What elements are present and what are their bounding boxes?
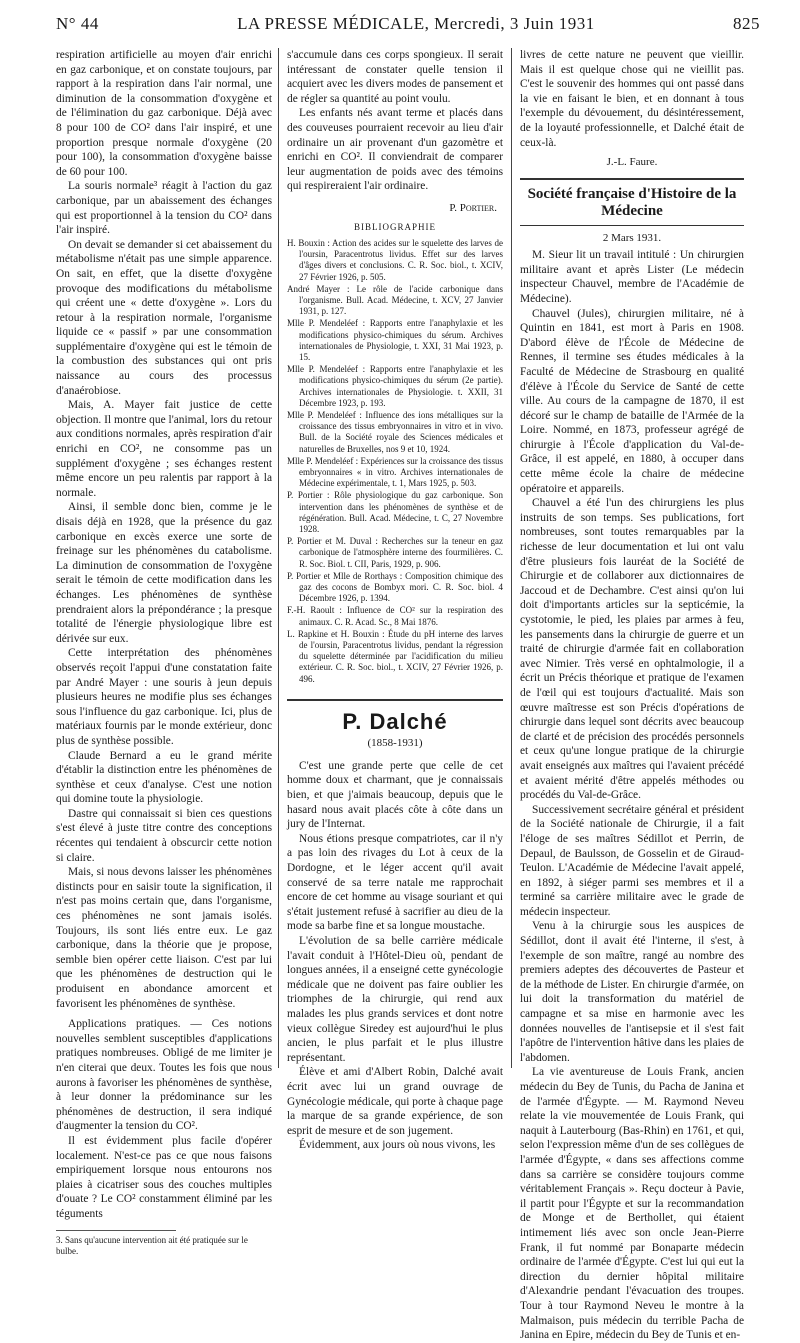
paragraph: Mais, A. Mayer fait justice de cette objection. Il montre que l'animal, lors du retour aux conditions normales, après respiration d'air enrichi en CO², ne consomme pas un supplément d'oxygène ; ses échanges restent même encore un peu ralentis par rapport à la normale. xyxy=(56,399,272,499)
bibliography-entry: Mlle P. Mendeléef : Influence des ions métalliques sur la croissance des tissus embryonnaires in vitro et in vivo. Bull. de la Société royale des Sciences médicales et naturelles de Bruxelles, nos 9 et 10, 1924. xyxy=(287,409,503,454)
author-signature: P. Portier. xyxy=(449,201,497,214)
paragraph: C'est une grande perte que celle de cet homme doux et charmant, que je connaissais bien, et que j'aimais beaucoup, depuis que le hasard nous avait placés côte à côte dans un jury de l'Internat. xyxy=(287,759,503,831)
society-heading: Société française d'Histoire de la Médecine xyxy=(520,178,744,226)
column-1 xyxy=(56,48,278,1256)
paragraph: Chauvel a été l'un des chirurgiens les plus instruits de son temps. Ses publications, fort nombreuses, sont toutes remarquables par la richesse de leur documentation et lui ont valu d'être plusieurs fois lauréat de la Société de Chirurgie et de collaborer aux dictionnaires de Jaccoud et de Dechambre. C'est ainsi qu'on lui doit d'importants articles sur la septicémie, la cystotomie, le pied, les plaies par armes à feu, les pansements dans la chirurgie de guerre et un traité de chirurgie d'armée fait en collaboration avec Nimier. Très versé en ophtalmologie, il a écrit un Précis théorique et pratique de l'examen de l'œil qui est toujours d'actualité. Mais son œuvre maîtresse est son Précis d'opérations de chirurgie dans lequel sont décrits avec beaucoup de clarté et de précision des procédés personnels et ceux qu'une longue pratique de la chirurgie avait enseignés aux maîtres qui l'avaient précédé et avaient mérité d'être appelés méthodes ou procédés du Val-de-Grâce. xyxy=(520,497,744,802)
bibliography-entry: P. Portier et Mlle de Rorthays : Composition chimique des gaz des cocons de Bombyx mori. C. R. Soc. biol. 4 Décembre 1926, p. 1394. xyxy=(287,570,503,604)
page-number: 825 xyxy=(732,14,760,33)
paragraph: Dastre qui connaissait si bien ces questions s'est élevé à juste titre contre des conceptions récentes qui tendaient à obscurcir cette notion si claire. xyxy=(56,807,272,864)
applications-paragraph: Applications pratiques. — Ces notions nouvelles semblent susceptibles d'applications pratiques nombreuses. Obligé de me limiter je n'en citerai que deux. Toutes les fois que nous aurons à favoriser les phénomènes de synthèse, à leur donner la prédominance sur les phénomènes de destruction, il sera indiqué d'augmenter la tension du CO². xyxy=(56,1018,272,1133)
bibliography-entry: H. Bouxin : Action des acides sur le squelette des larves de l'oursin, Paracentrotus lividus. Effet sur des larves d'âges divers et conclusions. C. R. Soc. biol., t. XCIV, 27 Février 1926, p. 505. xyxy=(287,237,503,282)
paragraph: Successivement secrétaire général et président de la Société nationale de Chirurgie, il a fait l'éloge de ses maîtres Sédillot et Perrin, de Depaul, de Baulsson, de Gosselin et de Giraud-Teulon. L'Académie de Médecine l'avait appelé, en 1892, à siéger parmi ses membres et il a terminé sa carrière militaire avec le grade de médecin inspecteur. xyxy=(520,803,744,918)
bibliography-entry: P. Portier et M. Duval : Recherches sur la teneur en gaz carbonique de l'atmosphère interne des fourmilières. C. R. Soc. Biol. t. CII, Paris, 1929, p. 906. xyxy=(287,536,503,569)
paragraph: Il est évidemment plus facile d'opérer localement. N'est-ce pas ce que nous faisons empiriquement lorsque nous entourons nos plaies à cicatriser sous des couches multiples d'ouate ? Le CO² constamment éliminé par les téguments xyxy=(56,1134,272,1220)
bibliography-list xyxy=(287,238,503,685)
paragraph: Évidemment, aux jours où nous vivons, les xyxy=(299,1139,496,1152)
paragraph: Venu à la chirurgie sous les auspices de Sédillot, dont il avait été l'interne, il s'est, à l'exemple de son maître, rangé au nombre des premiers adeptes des découvertes de Pasteur et de la méthode de Lister. En chirurgie d'armée, on lui doit la transformation du matériel de campagne et sa mise en harmonie avec les données nouvelles de l'antisepsie et il s'est fait l'apôtre de l'intervention hâtive dans les plaies de l'abdomen. xyxy=(520,920,744,1064)
paragraph: Élève et ami d'Albert Robin, Dalché avait écrit avec lui un grand ouvrage de Gynécologie médicale, qui porte à chaque page la marque de sa grande expérience, de son esprit de mesure et de son jugement. xyxy=(287,1066,504,1137)
bibliography-entry: L. Rapkine et H. Bouxin : Étude du pH interne des larves de l'oursin, Paracentrotus lividus, pendant la régression du squelette déterminée par l'acidification du milieu extérieur. C. R. Soc. biol., t. XCIV, 27 Février 1926, p. 496. xyxy=(287,628,503,684)
journal-title: LA PRESSE MÉDICALE, Mercredi, 3 Juin 1931 xyxy=(237,14,595,33)
paragraph: Les enfants nés avant terme et placés dans des couveuses pourraient recevoir au lieu d'air ordinaire un air provenant d'un gazomètre et enrichi en CO². Il conviendrait de comparer leur augmentation de poids avec des témoins qui respireraient l'air ordinaire. xyxy=(287,107,503,193)
paragraph: s'accumule dans ces corps spongieux. Il serait intéressant de constater quelle tension il acquiert avec les divers modes de pansement et de régler sa quantité au point voulu. xyxy=(287,49,503,105)
paragraph: Ainsi, il semble donc bien, comme je le disais déjà en 1928, que la présence du gaz carbonique en excès exerce une sorte de freinage sur les phénomènes du catabolisme. La diminution de consommation de l'oxygène serait le témoin de cette modification dans les échanges. Les phénomènes de synthèse prendraient alors la prépondérance ; la presque totalité de l'énergie physiologique libre est dérivée sur eux. xyxy=(56,501,272,645)
obituary-name: P. Dalché xyxy=(342,708,448,734)
paragraph: La souris normale³ réagit à l'action du gaz carbonique, par un abaissement des échanges qui est proportionnel à la tension du CO² dans l'air inspiré. xyxy=(56,180,272,237)
author-signature: J.-L. Faure. xyxy=(606,156,658,169)
page-header xyxy=(56,14,760,40)
paragraph: respiration artificielle au moyen d'air enrichi en gaz carbonique, et on constate toujours, par rapport à la respiration dans l'air normal, une diminution de la consommation d'oxygène et de l'élimination du gaz carbonique. Déjà avec 8 pour 100 de CO² dans l'air inspiré, et une proportion presque normale d'oxygène (20 pour 100), la consommation d'oxygène baisse de 60 pour 100. xyxy=(56,49,272,178)
footnote xyxy=(56,1230,248,1257)
paragraph: La vie aventureuse de Louis Frank, ancien médecin du Bey de Tunis, du Pacha de Janina et de l'armée d'Égypte. — M. Raymond Neveu relate la vie mouvementée de Louis Frank, qui naquit à Lauterbourg (Bas-Rhin) en 1761, et qui, selon l'expression même d'un de ses collègues de l'armée d'Égypte, « dans ses affections comme dans sa carrière se considère toujours comme véritablement Français ». Reçu docteur à Pavie, il partit pour l'Égypte et sur la recommandation de Monge et de Berthollet, qui étaient intimement liés avec son oncle Jean-Pierre Frank, il fut nommé par Bonaparte médecin ordinaire de l'armée d'Égypte. C'est lui qui eut la direction du dernier hôpital militaire d'Alexandrie pendant l'évacuation des troupes. Tour à tour Raymond Neveu le montre à la Malmaison, puis médecin du terrible Pacha de Janina en Epire, médecin du Bey de Tunis et en- xyxy=(520,1066,744,1342)
bibliography-entry: André Mayer : Le rôle de l'acide carbonique dans l'organisme. Bull. Acad. Médecine, t. XCV, 27 Janvier 1931, p. 127. xyxy=(287,283,503,317)
paragraph: Chauvel (Jules), chirurgien militaire, né à Quintin en 1841, est mort à Paris en 1908. D'abord élève de l'École de Médecine de Rennes, il termine ses études médicales à la Faculté de Médecine de Strasbourg en qualité d'élève à l'École du Service de Santé de cette ville. Au cours de la campagne de 1870, il est décoré sur le champ de bataille de l'Armée de la Loire. Nommé, en 1873, professeur agrégé de chirurgie à l'École d'application du Val-de-Grâce, il est appelé, en 1880, à occuper dans cette même école la chaire de médecine opératoire et appareils. xyxy=(520,307,744,495)
bibliography-entry: Mlle P. Mendeléef : Expériences sur la croissance des tissus embryonnaires « in vitro. Archives internationales de Médecine expérimentale, t. 1, Mars 1925, p. 503. xyxy=(287,455,503,489)
issue-number: N° 44 xyxy=(56,14,99,33)
paragraph: Mais, si nous devons laisser les phénomènes distincts pour en saisir toute la signification, il n'est pas moins certain que, dans l'organisme, ces phénomènes ne sont jamais isolés. Toujours, ils sont liés entre eux. Le gaz carbonique, dans la théorie que je propose, semble bien opérer cette liaison. C'est par lui que les phénomènes de destruction qui le produisent en abondance amorcent et favorisent les phénomènes de synthèse. xyxy=(56,866,272,1010)
paragraph: livres de cette nature ne peuvent que vieillir. Mais il est quelque chose qui ne vieillit pas. C'est le souvenir des hommes qui ont passé dans la vie en faisant le bien, et en donnant à tous l'exemple du dévouement, du désintéressement, de la loyauté professionnelle, et Dalché était de ceux-là. xyxy=(520,49,744,149)
paragraph: On devait se demander si cet abaissement du métabolisme n'était pas une simple apparence. On sait, en effet, que la disette d'oxygène provoque des modifications du métabolisme qui créent une « dette d'oxygène ». Lors du retour à la respiration normale, l'organisme liquide ce « passif » par une consommation supplémentaire d'oxygène qui est le témoin de la combustion des substances qui ont pris naissance au cours des processus d'anaérobiose. xyxy=(56,238,273,397)
bibliography-heading: BIBLIOGRAPHIE xyxy=(354,221,436,232)
paragraph: Claude Bernard a eu le grand mérite d'établir la distinction entre les phénomènes de synthèse et ceux d'analyse. C'est une notion qui domine toute la physiologie. xyxy=(56,749,272,806)
columns xyxy=(56,48,760,1342)
meeting-date: 2 Mars 1931. xyxy=(602,232,662,245)
obituary-header xyxy=(287,699,503,749)
obituary-dates: (1858-1931) xyxy=(367,736,423,749)
bibliography-entry: Mlle P. Mendeléef : Rapports entre l'anaphylaxie et les modifications physico-chimiques du sérum (2e partie). Archives internationales de Physiologie. t. XXII, 31 Décembre 1923, p. 193. xyxy=(287,364,503,408)
column-3 xyxy=(512,48,744,1342)
paragraph: L'évolution de sa belle carrière médicale l'avait conduit à l'Hôtel-Dieu où, pendant de longues années, il a enseigné cette gynécologie médicale que ne doivent pas faire oublier les triomphes de la chirurgie, qui rend aux malades les plus grands services et dont notre vieux collègue Siredey est aujourd'hui le plus ancien, le plus parfait et le plus illustre représentant. xyxy=(287,934,503,1064)
footnote-text: 3. Sans qu'aucune intervention ait été pratiquée sur le bulbe. xyxy=(56,1234,248,1256)
paragraph: Nous étions presque compatriotes, car il n'y a pas loin des rivages du Lot à ceux de la Dordogne, et le léger accent qu'il avait conservé de sa terre natale me rapprochait encore de cet homme au visage souriant et qui s'était justement refusé à sacrifier au dieu de la mode sa barbe fine et sa longue moustache. xyxy=(287,832,503,933)
bibliography-entry: P. Portier : Rôle physiologique du gaz carbonique. Son intervention dans les phénomènes de synthèse et de régénération. Bull. Acad. Médecine, t. C, 27 Novembre 1928. xyxy=(287,490,503,535)
paragraph: M. Sieur lit un travail intitulé : Un chirurgien militaire avant et après Lister (Le médecin inspecteur Chauvel, membre de l'Académie de Médecine). xyxy=(520,249,744,305)
bibliography-entry: Mlle P. Mendeléef : Rapports entre l'anaphylaxie et les modifications physico-chimiques du sérum. Archives internationales de Physiologie, t. XXI, 31 Mai 1923, p. 15. xyxy=(287,318,503,362)
bibliography-entry: F.-H. Raoult : Influence de CO² sur la respiration des animaux. C. R. Acad. Sc., 8 Mai 1876. xyxy=(287,605,503,627)
column-2 xyxy=(278,48,512,1152)
paragraph: Cette interprétation des phénomènes observés reçoit l'appui d'une constatation faite par André Mayer : une souris à jeun depuis plusieurs heures ne modifie plus ses échanges sous l'influence du gaz carbonique. Ici, plus de matériaux fournis par le monde extérieur, donc plus de synthèse possible. xyxy=(56,647,272,747)
